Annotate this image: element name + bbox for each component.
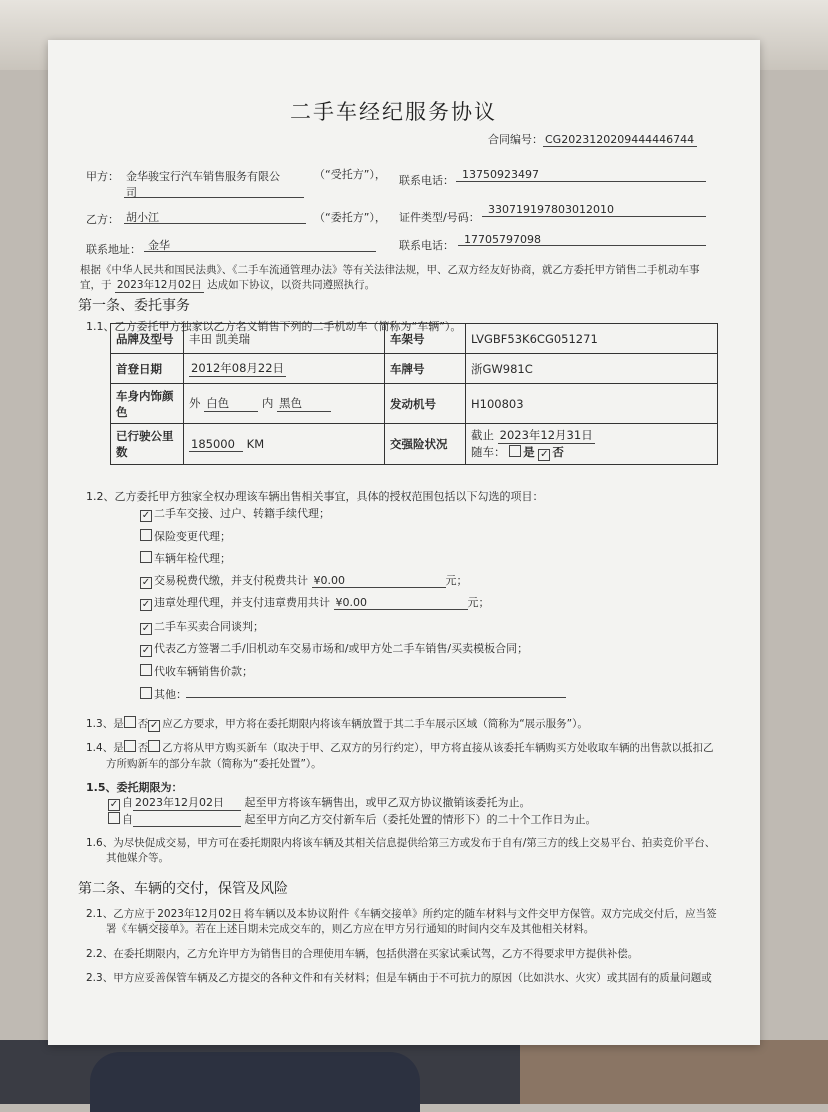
color-cell <box>184 384 385 424</box>
scope-text: 车辆年检代理； <box>154 552 231 565</box>
insurance-no-label: 否 <box>552 445 564 459</box>
party-b-phone-underline <box>458 245 706 246</box>
clause-1-6-line1: 1.6、为尽快促成交易，甲方可在委托期限内将该车辆及其相关信息提供给第三方或发布于自有/第三方的线上交易平台、拍卖竞价平台、 <box>86 837 716 849</box>
party-b-name: 胡小江 <box>126 211 159 224</box>
scope-checkbox[interactable]: ✓ <box>141 510 151 521</box>
c1-3-no-checkbox[interactable]: ✓ <box>150 720 159 731</box>
clause-1-1: 1.1、乙方委托甲方独家以乙方名义销售下列的二手机动车（简称为“车辆”）。 <box>86 320 462 333</box>
insurance-follow-label: 随车： <box>471 445 506 459</box>
party-b-address-underline <box>144 251 376 252</box>
insurance-yes-label: 是 <box>523 445 535 459</box>
term-option-2-date <box>133 813 241 827</box>
scope-checkbox[interactable] <box>140 687 152 699</box>
term-option-2-prefix: 自 <box>122 813 133 826</box>
term-option-2-checkbox[interactable] <box>108 812 120 824</box>
scope-text: 交易税费代缴，并支付税费共计 <box>154 574 308 587</box>
insurance-label: 交强险状况 <box>385 424 466 465</box>
term-option-2 <box>108 811 597 827</box>
engine-value: H100803 <box>466 384 718 424</box>
party-b-role: （“委托方”）， <box>314 211 386 224</box>
scope-text: 代收车辆销售价款； <box>154 665 253 678</box>
engine-label: 发动机号 <box>385 384 466 424</box>
term-option-1-prefix: 自 <box>122 796 133 809</box>
insurance-until-date: 2023年12月31日 <box>499 428 593 442</box>
scope-item <box>140 663 253 679</box>
color-label: 车身内饰颜色 <box>111 384 184 424</box>
party-b-id-underline <box>482 216 706 217</box>
scope-checkbox[interactable]: ✓ <box>141 623 151 634</box>
scope-item <box>140 640 528 657</box>
party-b-address-label: 联系地址： <box>86 243 141 256</box>
c1-4-yes-label: 1.4、是 <box>86 742 124 754</box>
insurance-until <box>471 427 712 444</box>
party-b-id-label: 证件类型/号码： <box>399 211 480 224</box>
background-floor <box>520 1040 828 1104</box>
scope-checkbox[interactable] <box>140 664 152 676</box>
reg-date-value: 2012年08月22日 <box>191 361 285 375</box>
c1-4-no-label: 否 <box>137 742 149 754</box>
reg-date-cell <box>184 354 385 384</box>
vin-label: 车架号 <box>385 324 466 354</box>
scope-text: 保险变更代理； <box>154 530 231 543</box>
section1-title: 第一条、委托事务 <box>78 298 190 314</box>
contract-paper <box>48 40 760 1045</box>
contract-number <box>488 131 697 147</box>
party-a-phone: 13750923497 <box>462 168 539 181</box>
c1-4-text: 乙方将从甲方购买新车（取决于甲、乙双方的另行约定），甲方将直接从该委托车辆购买方处收取车辆的出售款以抵扣乙 <box>162 742 714 754</box>
scope-item <box>140 550 231 566</box>
party-a-phone-label: 联系电话： <box>399 174 454 187</box>
color-out-value: 白色 <box>204 395 258 412</box>
insurance-cell <box>466 424 718 465</box>
intro-prefix: 宜，于 <box>80 279 112 291</box>
insurance-yes-checkbox[interactable] <box>509 445 521 457</box>
plate-label: 车牌号 <box>385 354 466 384</box>
scope-checkbox[interactable] <box>140 551 152 563</box>
scope-item <box>140 528 231 544</box>
scope-item <box>140 686 187 702</box>
color-in-label: 内 <box>261 396 274 410</box>
background-bottom <box>0 1040 828 1104</box>
c2-1-text: 将车辆以及本协议附件《车辆交接单》所约定的随车材料与文件交甲方保管。双方完成交付后，应当签 <box>244 908 717 920</box>
clause-1-5-title: 1.5、委托期限为： <box>86 781 183 794</box>
term-option-1-date: 2023年12月02日 <box>133 794 241 811</box>
term-option-1-text: 起至甲方将该车辆售出，或甲乙双方协议撤销该委托为止。 <box>244 796 531 809</box>
clause-1-2: 1.2、乙方委托甲方独家全权办理该车辆出售相关事宜，具体的授权范围包括以下勾选的项目： <box>86 490 544 503</box>
reg-date-label: 首登日期 <box>111 354 184 384</box>
scope-text: 其他： <box>154 688 187 701</box>
c1-3-no-label: 否 <box>137 718 149 730</box>
party-b-name-underline <box>124 223 306 224</box>
vehicle-table <box>110 323 718 465</box>
section2-title: 第二条、车辆的交付，保管及风险 <box>78 881 288 897</box>
party-a-phone-underline <box>456 181 706 182</box>
scope-checkbox[interactable]: ✓ <box>141 645 151 656</box>
clause-1-6-line2: 其他媒介等。 <box>106 852 169 864</box>
scope-amount: ¥0.00 <box>312 574 446 588</box>
party-a-name-line1: 金华骏宝行汽车销售服务有限公 <box>126 170 280 183</box>
c1-3-yes-checkbox[interactable] <box>124 716 136 728</box>
scope-unit: 元； <box>445 574 468 587</box>
clause-1-3 <box>86 716 588 732</box>
scope-text: 二手车买卖合同谈判； <box>154 620 264 633</box>
party-b-phone: 17705797098 <box>464 233 541 246</box>
party-a-underline <box>124 197 304 198</box>
scope-item <box>140 572 468 589</box>
scope-text: 违章处理代理，并支付违章费用共计 <box>154 596 330 609</box>
intro-date: 2023年12月02日 <box>116 279 202 291</box>
party-a-label: 甲方： <box>86 170 119 183</box>
document-title: 二手车经纪服务协议 <box>290 100 497 124</box>
mileage-unit: KM <box>246 436 265 451</box>
scope-unit: 元； <box>467 596 490 609</box>
scope-item <box>140 505 330 522</box>
scope-checkbox[interactable]: ✓ <box>141 577 151 588</box>
c1-3-text: 应乙方要求，甲方将在委托期限内将该车辆放置于其二手车展示区域（简称为“展示服务”）。 <box>162 718 588 730</box>
scope-text: 二手车交接、过户、转籍手续代理； <box>154 507 330 520</box>
c1-4-no-checkbox[interactable] <box>148 740 160 752</box>
insurance-follow <box>471 444 712 461</box>
intro-suffix: 达成如下协议，以资共同遵照执行。 <box>207 279 376 291</box>
color-out-label: 外 <box>189 396 201 410</box>
c1-4-yes-checkbox[interactable] <box>124 740 136 752</box>
mileage-cell <box>184 424 385 465</box>
scope-other-underline <box>186 697 566 698</box>
party-a-name-line2: 司 <box>126 186 137 199</box>
vin-value: LVGBF53K6CG051271 <box>466 324 718 354</box>
intro-line1: 根据《中华人民共和国民法典》、《二手车流通管理办法》等有关法律法规，甲、乙双方经友好协商，就乙方委托甲方销售二手机动车事 <box>80 264 700 276</box>
party-b-phone-label: 联系电话： <box>399 239 454 252</box>
insurance-no-checkbox[interactable]: ✓ <box>540 449 549 460</box>
clause-2-1-line1 <box>86 906 717 922</box>
c2-1-date: 2023年12月02日 <box>157 908 243 920</box>
party-a-role: （“受托方”）， <box>314 168 386 181</box>
scope-text: 代表乙方签署二手/旧机动车交易市场和/或甲方处二手车销售/买卖模板合同； <box>154 642 529 655</box>
brand-label: 品牌及型号 <box>111 324 184 354</box>
contract-number-value: CG2023120209444446744 <box>543 133 697 147</box>
c1-3-yes-label: 1.3、是 <box>86 718 124 730</box>
clause-1-4 <box>86 740 713 755</box>
intro-line2 <box>80 277 375 293</box>
party-b-label: 乙方： <box>86 213 119 226</box>
term-option-1-checkbox[interactable]: ✓ <box>109 799 119 810</box>
scope-item <box>140 594 490 611</box>
term-option-2-text: 起至甲方向乙方交付新车后（委托处置的情形下）的二十个工作日为止。 <box>244 813 597 826</box>
brand-value: 丰田 凯美瑞 <box>184 324 385 354</box>
contract-number-label: 合同编号： <box>488 133 543 146</box>
insurance-until-label: 截止 <box>471 428 494 442</box>
scope-checkbox[interactable] <box>140 529 152 541</box>
clause-1-4-line2: 方所购新车的部分车款（简称为“委托处置”）。 <box>106 758 322 770</box>
party-b-id: 330719197803012010 <box>488 203 614 216</box>
mileage-label: 已行驶公里数 <box>111 424 184 465</box>
scope-amount: ¥0.00 <box>334 596 468 610</box>
term-option-1 <box>108 794 531 811</box>
scope-item <box>140 618 264 635</box>
clause-2-3: 2.3、甲方应妥善保管车辆及乙方提交的各种文件和有关材料；但是车辆由于不可抗力的原因（比如洪水、火灾）或其固有的质量问题或 <box>86 972 712 984</box>
plate-value: 浙GW981C <box>466 354 718 384</box>
clause-2-1-line2: 署《车辆交接单》。若在上述日期未完成交车的，则乙方应在甲方另行通知的时间内交车及其他相关材料。 <box>106 923 595 935</box>
scope-checkbox[interactable]: ✓ <box>141 599 151 610</box>
party-b-address: 金华 <box>148 239 170 252</box>
mileage-value: 185000 <box>189 437 243 452</box>
background-shoe <box>90 1052 420 1112</box>
c2-1-prefix: 2.1、乙方应于 <box>86 908 156 920</box>
clause-2-2: 2.2、在委托期限内，乙方允许甲方为销售目的合理使用车辆，包括供潜在买家试乘试驾，乙方不得要求甲方提供补偿。 <box>86 948 639 960</box>
color-in-value: 黑色 <box>277 395 331 412</box>
